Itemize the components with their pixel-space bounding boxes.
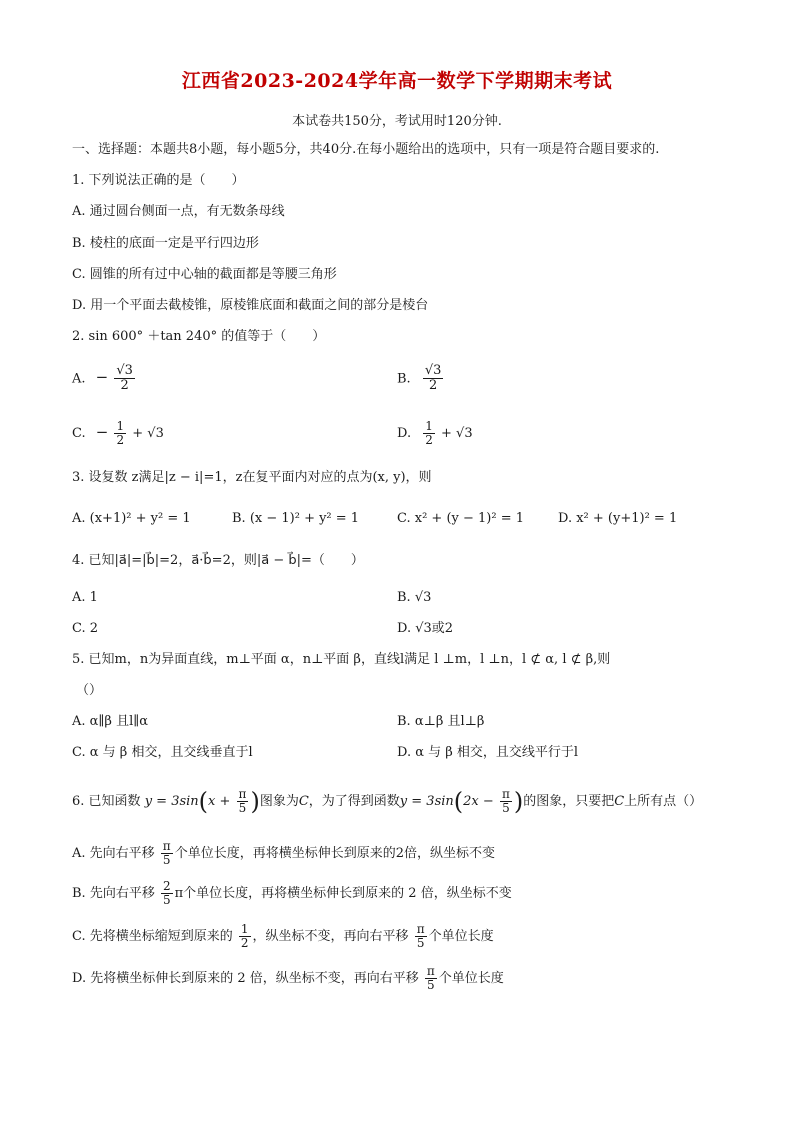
q6-curve-c-2: C [614,794,625,810]
q2-option-c-numerator: 1 [116,419,125,433]
q6-stem-part5: 上所有点（） [624,794,703,810]
q6-option-d-post: 个单位长度 [438,971,504,987]
q1-option-b: B. 棱柱的底面一定是平行四边形 [72,236,259,251]
q6-option-b [72,880,512,907]
q2-stem: 2. sin 600° ＋tan 240° 的值等于（ ） [72,329,326,344]
q1-option-d: D. 用一个平面去截棱锥，原棱锥底面和截面之间的部分是棱台 [72,298,429,313]
q6-stem [72,788,702,815]
q2-option-c-label: C. [72,426,86,442]
q6-func2-open-paren: ( [453,787,464,816]
q6-option-a-denominator: 5 [162,853,171,868]
q1-stem: 1. 下列说法正确的是（ ） [72,173,245,188]
q6-func1-denominator: 5 [238,801,247,816]
q6-option-c-pre: C. 先将横坐标缩短到原来的 [72,929,233,945]
q4-stem: 4. 已知|a⃗|=|b⃗|=2，a⃗·b⃗=2，则|a⃗ − b⃗|=（ ） [72,553,364,568]
q6-func1-close-paren: ) [250,787,260,816]
q2-option-d-rest: + √3 [441,426,473,442]
q2-option-a [72,364,137,394]
q3-option-d: D. x² + (y+1)² = 1 [558,511,678,526]
q2-option-a-label: A. [72,371,86,387]
q3-stem: 3. 设复数 z满足|z − i|=1，z在复平面内对应的点为(x, y)，则 [72,470,432,485]
q6-option-c-fraction2 [415,923,427,950]
q2-option-d-numerator: 1 [425,419,433,433]
q5-option-a: A. α∥β 且l∥α [72,714,149,729]
q2-option-a-numerator: √3 [116,363,133,378]
q2-option-c [72,420,164,447]
q6-stem-part4: 的图象，只要把 [523,794,615,810]
q2-option-c-denominator: 2 [116,433,125,448]
q6-option-d [72,965,504,992]
q3-option-b: B. (x − 1)² + y² = 1 [232,511,360,526]
q6-option-a [72,840,495,867]
q2-option-d [397,420,473,447]
q2-option-c-fraction [114,420,126,447]
q6-option-a-fraction [161,840,173,867]
q6-func1-numerator: π [238,787,247,801]
q6-func2-close-paren: ) [513,787,524,816]
section-heading: 一、选择题：本题共8小题，每小题5分，共40分.在每小题给出的选项中，只有一项是符合题目要求的. [72,142,660,157]
q6-func1-open-paren: ( [198,787,209,816]
q6-option-d-numerator: π [426,964,435,978]
q6-func2-fraction [500,788,512,815]
q6-func1-arg: x + [208,794,231,810]
q2-option-a-denominator: 2 [120,378,129,394]
q6-option-a-numerator: π [162,839,171,853]
q2-option-b-fraction [423,364,444,394]
q6-func2-denominator: 5 [502,801,510,816]
q6-option-d-fraction [425,965,437,992]
q6-func1-fraction [237,788,249,815]
q2-option-b-numerator: √3 [424,363,442,378]
exam-info: 本试卷共150分，考试用时120分钟. [292,114,502,129]
q2-option-b-denominator: 2 [428,378,438,394]
q4-option-a: A. 1 [72,590,98,605]
q5-option-b: B. α⊥β 且l⊥β [397,714,485,729]
q4-option-c: C. 2 [72,621,99,636]
q2-option-d-label: D. [397,426,412,442]
q6-curve-c: C [298,794,309,810]
q3-option-a: A. (x+1)² + y² = 1 [72,511,191,526]
q6-option-c-denominator1: 2 [240,936,249,951]
page-title: 江西省2023-2024学年高一数学下学期期末考试 [181,70,613,92]
q6-option-c-numerator2: π [416,922,425,936]
q5-stem-paren: （） [76,683,103,698]
q2-option-b-label: B. [397,371,411,387]
q6-option-c [72,923,494,950]
q4-option-b: B. √3 [397,590,432,605]
q6-func2-arg: 2x − [463,794,494,810]
q2-option-c-sign: − [95,423,109,442]
q2-option-a-sign: − [95,368,109,387]
q1-option-c: C. 圆锥的所有过中心轴的截面都是等腰三角形 [72,267,337,282]
q6-option-b-pre: B. 先向右平移 [72,886,155,902]
q6-option-c-mid: ，纵坐标不变，再向右平移 [252,929,409,945]
q6-option-c-fraction1 [239,923,251,950]
q6-func2-numerator: π [501,787,510,801]
q2-option-c-rest: + √3 [132,426,164,442]
q5-option-c: C. α 与 β 相交，且交线垂直于l [72,745,253,760]
q6-func1-prefix: y = 3sin [144,794,199,810]
q6-func2-prefix: y = 3sin [399,794,454,810]
q6-option-c-post: 个单位长度 [428,929,494,945]
q6-option-d-denominator: 5 [427,978,435,993]
q6-option-b-numerator: 2 [162,879,171,893]
q6-option-b-denominator: 5 [162,893,171,908]
q6-stem-part2: 图象为 [259,794,299,810]
q6-option-b-post: π个单位长度，再将横坐标伸长到原来的 2 倍，纵坐标不变 [174,886,512,902]
q6-option-b-fraction [161,880,173,907]
q2-option-d-fraction [423,420,435,447]
q6-stem-part3: ，为了得到函数 [308,794,400,810]
q6-option-d-pre: D. 先将横坐标伸长到原来的 2 倍，纵坐标不变，再向右平移 [72,971,419,987]
q6-option-c-numerator1: 1 [240,922,249,936]
q6-option-c-denominator2: 5 [416,936,425,951]
q4-option-d: D. √3或2 [397,621,454,636]
q1-option-a: A. 通过圆台侧面一点，有无数条母线 [72,204,285,219]
q5-option-d: D. α 与 β 相交，且交线平行于l [397,745,579,760]
q2-option-d-denominator: 2 [425,433,433,448]
q6-option-a-pre: A. 先向右平移 [72,846,155,862]
q6-option-a-post: 个单位长度，再将横坐标伸长到原来的2倍，纵坐标不变 [174,846,495,862]
q6-stem-part1: 6. 已知函数 [72,794,141,810]
q3-option-c: C. x² + (y − 1)² = 1 [397,511,525,526]
q5-stem: 5. 已知m，n为异面直线，m⊥平面 α，n⊥平面 β，直线l满足 l ⊥m，l ⊥n，l ⊄ α, l ⊄ β,则 [72,652,611,667]
q2-option-a-fraction [114,364,135,394]
q2-option-b [397,364,445,394]
